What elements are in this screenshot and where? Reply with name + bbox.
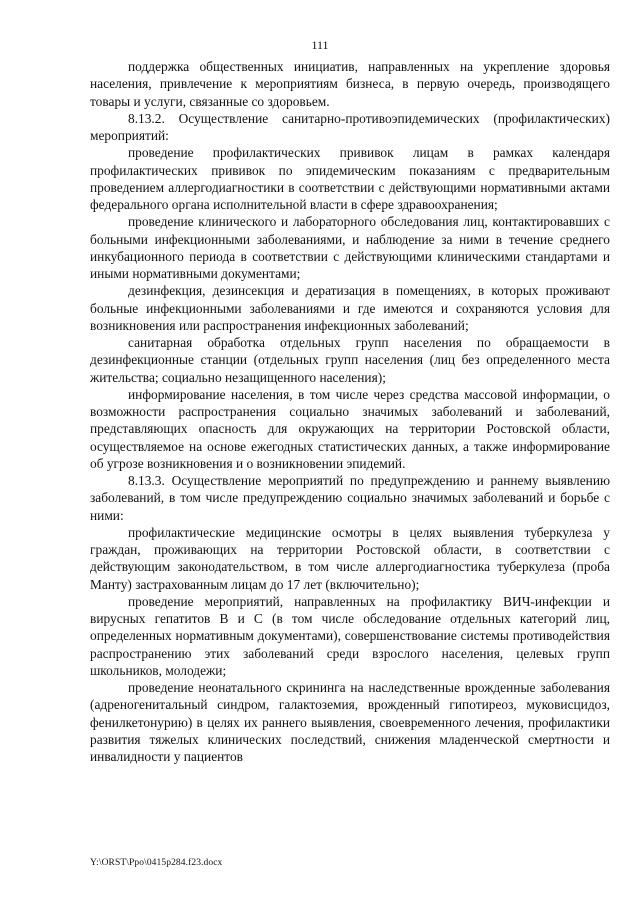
paragraph: санитарная обработка отдельных групп населения по обращаемости в дезинфекционные станции (отдельных групп населения (лиц без определенного места жительства; социально незащищенного населения);	[90, 335, 610, 385]
paragraph: поддержка общественных инициатив, направленных на укрепление здоровья населения, привлечение к мероприятиям бизнеса, в первую очередь, производящего товары и услуги, связанные со здоровьем.	[90, 59, 610, 109]
paragraph: проведение мероприятий, направленных на профилактику ВИЧ-инфекции и вирусных гепатитов В и С (в том числе обследование отдельных категорий лиц, определенных нормативным документами), совершенствование системы противодействия распространению этих заболеваний среди взрослого населения, целевых групп школьников, молодежи;	[90, 593, 610, 678]
paragraph: 8.13.3. Осуществление мероприятий по предупреждению и раннему выявлению заболеваний, в том числе предупреждению социально значимых заболеваний и борьбе с ними:	[90, 473, 610, 523]
paragraph: проведение неонатального скрининга на наследственные врожденные заболевания (адреногенитальный синдром, галактоземия, врожденный гипотиреоз, муковисцидоз, фенилкетонурию) в целях их раннего выявления, своевременного лечения, профилактики развития тяжелых клинических последствий, снижения младенческой смертности и инвалидности у пациентов	[90, 680, 610, 764]
paragraph: проведение профилактических прививок лицам в рамках календаря профилактических прививок по эпидемическим показаниям с предварительным проведением аллергодиагностики в соответствии с действующими нормативными актами федерального органа исполнительной власти в сфере здравоохранения;	[90, 145, 610, 212]
footer-file-path: Y:\ORST\Ppo\0415p284.f23.docx	[90, 858, 223, 868]
paragraph: 8.13.2. Осуществление санитарно-противоэпидемических (профилактических) мероприятий:	[90, 110, 610, 143]
paragraph: проведение клинического и лабораторного обследования лиц, контактировавших с больными инфекционными заболеваниями, и наблюдение за ними в течение среднего инкубационного периода в соответствии с действующими клиническими стандартами и иными нормативными документами;	[90, 214, 610, 281]
body-text	[90, 58, 610, 765]
page-number: 111	[311, 38, 329, 52]
paragraph: профилактические медицинские осмотры в целях выявления туберкулеза у граждан, проживающих на территории Ростовской области, в соответствии с действующим законодательством, в том числе аллергодиагностика туберкулеза (проба Манту) застрахованным лицам до 17 лет (включительно);	[90, 524, 610, 592]
paragraph: дезинфекция, дезинсекция и дератизация в помещениях, в которых проживают больные инфекционными заболеваниями и где имеются и сохраняются условия для возникновения или распространения инфекционных заболеваний;	[90, 283, 610, 333]
paragraph: информирование населения, в том числе через средства массовой информации, о возможности распространения социально значимых заболеваний и заболеваний, представляющих опасность для окружающих на территории Ростовской области, осуществляемое на основе ежегодных статистических данных, а также информирование об угрозе возникновения и о возникновении эпидемий.	[90, 386, 610, 471]
